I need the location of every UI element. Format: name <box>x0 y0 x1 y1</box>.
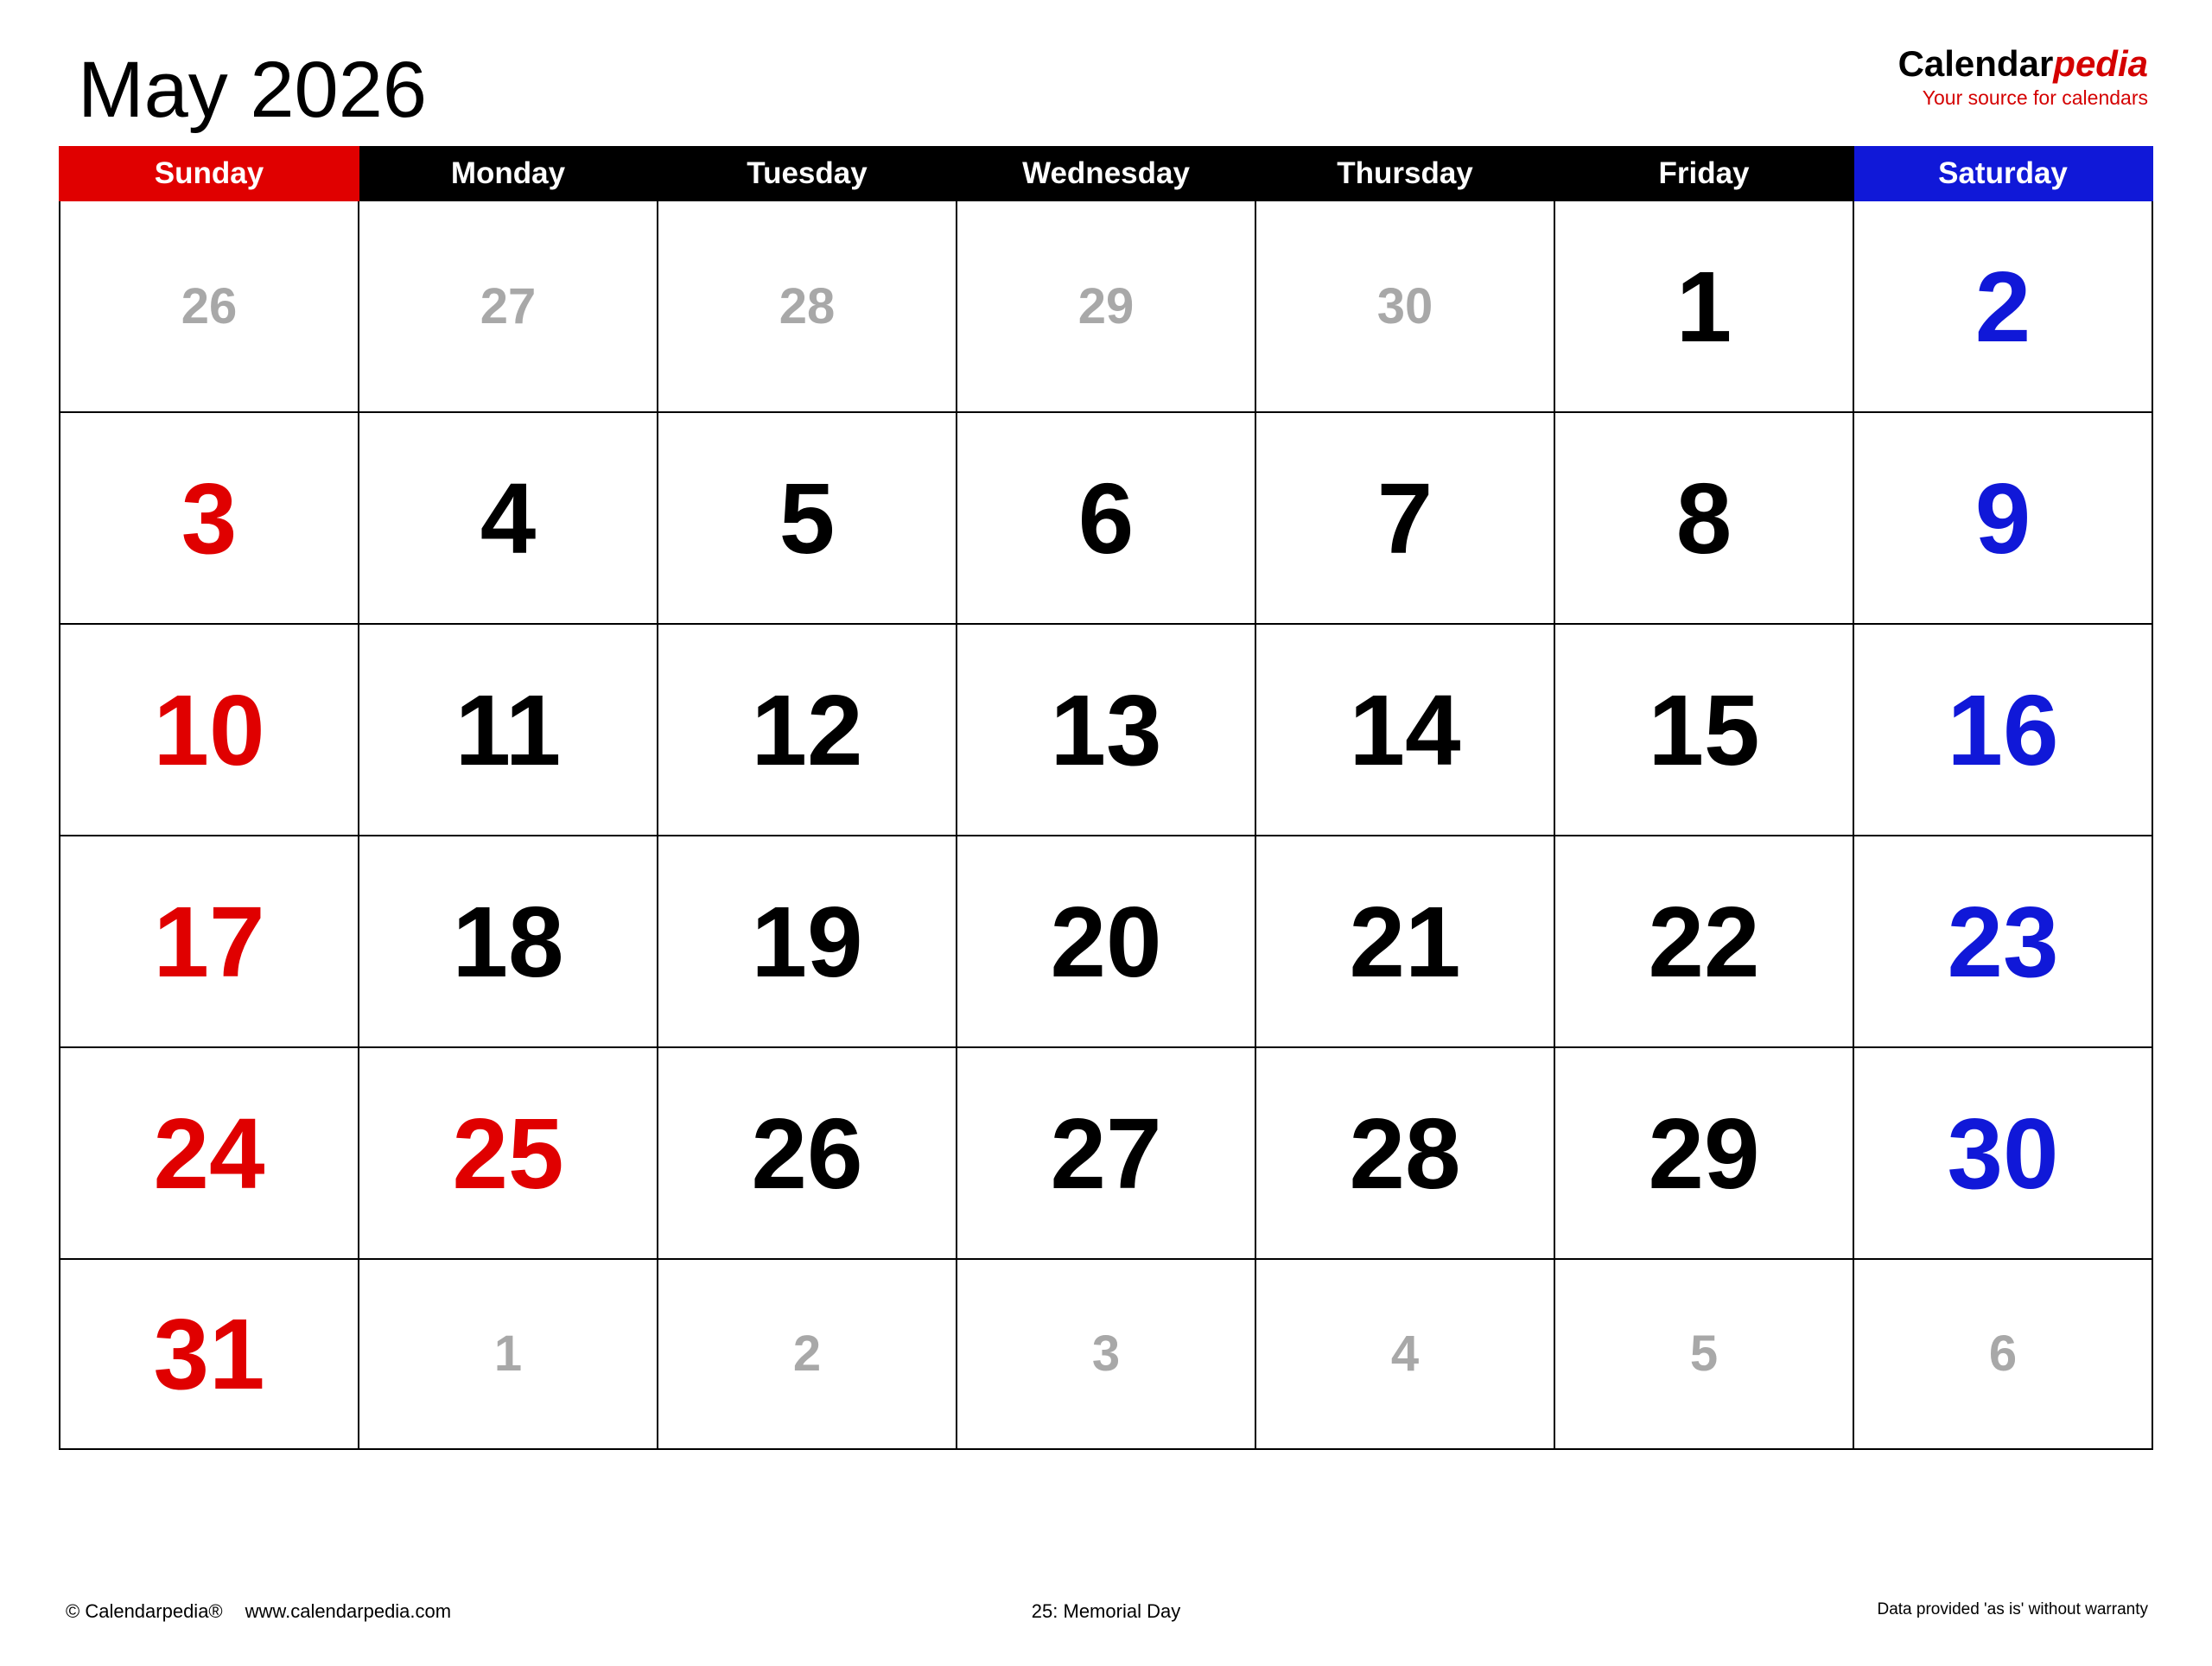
weekday-header-row <box>60 147 2152 200</box>
day-number: 18 <box>452 885 564 998</box>
day-number: 22 <box>1648 885 1760 998</box>
day-number: 20 <box>1050 885 1162 998</box>
page-header <box>59 29 2153 146</box>
weekday-header-thursday: Thursday <box>1255 147 1554 200</box>
brand-name-part1: Calendar <box>1897 43 2054 84</box>
weekday-header-saturday: Saturday <box>1853 147 2152 200</box>
calendar-day-cell[interactable] <box>60 1047 359 1259</box>
page-title: May 2026 <box>78 46 428 134</box>
day-number: 10 <box>153 673 265 786</box>
day-number: 15 <box>1648 673 1760 786</box>
day-number: 31 <box>153 1298 265 1410</box>
day-number: 2 <box>1974 250 2031 363</box>
day-number: 28 <box>1349 1097 1461 1210</box>
day-number: 6 <box>1077 461 1135 575</box>
calendar-day-cell[interactable] <box>1554 624 1853 836</box>
calendar-day-cell[interactable] <box>1853 200 2152 412</box>
day-number: 1 <box>1675 250 1732 363</box>
day-number: 6 <box>1988 1326 2018 1382</box>
calendar-day-cell[interactable] <box>658 200 957 412</box>
day-number: 23 <box>1947 885 2059 998</box>
calendar-day-cell[interactable] <box>1255 836 1554 1047</box>
calendar-day-cell[interactable] <box>359 412 658 624</box>
calendar-day-cell[interactable] <box>1255 1047 1554 1259</box>
footer-website-link[interactable]: www.calendarpedia.com <box>245 1600 452 1622</box>
calendar-week-row <box>60 412 2152 624</box>
day-number: 8 <box>1675 461 1732 575</box>
calendar-week-row <box>60 624 2152 836</box>
calendar-day-cell[interactable] <box>359 1047 658 1259</box>
day-number: 29 <box>1077 277 1135 334</box>
weekday-header-wednesday: Wednesday <box>957 147 1255 200</box>
calendar-day-cell[interactable] <box>60 412 359 624</box>
weekday-header-sunday: Sunday <box>60 147 359 200</box>
weekday-header-monday: Monday <box>359 147 658 200</box>
day-number: 11 <box>454 673 562 786</box>
calendar-day-cell[interactable] <box>60 836 359 1047</box>
day-number: 30 <box>1947 1097 2059 1210</box>
calendar-day-cell[interactable] <box>957 1047 1255 1259</box>
weekday-header-tuesday: Tuesday <box>658 147 957 200</box>
day-number: 21 <box>1349 885 1461 998</box>
day-number: 4 <box>1390 1326 1420 1382</box>
day-number: 5 <box>1689 1326 1719 1382</box>
calendar-day-cell[interactable] <box>957 836 1255 1047</box>
calendar-day-cell[interactable] <box>1255 624 1554 836</box>
day-number: 27 <box>1050 1097 1162 1210</box>
calendar-grid <box>59 146 2153 1450</box>
calendar-day-cell[interactable] <box>359 200 658 412</box>
calendar-day-cell[interactable] <box>957 200 1255 412</box>
brand-tagline: Your source for calendars <box>1922 86 2148 110</box>
calendar-day-cell[interactable] <box>658 836 957 1047</box>
calendar-day-cell[interactable] <box>1853 624 2152 836</box>
day-number: 16 <box>1947 673 2059 786</box>
calendar-week-row <box>60 1047 2152 1259</box>
day-number: 13 <box>1050 673 1162 786</box>
calendar-week-row <box>60 200 2152 412</box>
day-number: 3 <box>181 461 238 575</box>
day-number: 3 <box>1091 1326 1121 1382</box>
day-number: 14 <box>1349 673 1461 786</box>
calendar-day-cell[interactable] <box>658 1047 957 1259</box>
calendar-day-cell[interactable] <box>957 1259 1255 1449</box>
calendar-day-cell[interactable] <box>658 412 957 624</box>
day-number: 29 <box>1648 1097 1760 1210</box>
brand-name-part2: pedia <box>2053 43 2148 84</box>
calendar-day-cell[interactable] <box>1554 1259 1853 1449</box>
day-number: 25 <box>452 1097 564 1210</box>
footer-holiday-note: 25: Memorial Day <box>1031 1600 1181 1622</box>
calendar-day-cell[interactable] <box>1554 1047 1853 1259</box>
day-number: 1 <box>493 1326 523 1382</box>
day-number: 12 <box>751 673 863 786</box>
day-number: 27 <box>480 277 537 334</box>
calendar-day-cell[interactable] <box>1554 412 1853 624</box>
brand-name <box>1898 45 2148 83</box>
calendar-day-cell[interactable] <box>1255 412 1554 624</box>
calendar-day-cell[interactable] <box>1554 836 1853 1047</box>
calendar-day-cell[interactable] <box>359 1259 658 1449</box>
calendar-day-cell[interactable] <box>359 624 658 836</box>
footer-copyright: © Calendarpedia® <box>66 1600 223 1622</box>
calendar-day-cell[interactable] <box>658 624 957 836</box>
calendar-day-cell[interactable] <box>359 836 658 1047</box>
day-number: 28 <box>779 277 836 334</box>
calendar-day-cell[interactable] <box>60 624 359 836</box>
weekday-header-friday: Friday <box>1554 147 1853 200</box>
day-number: 19 <box>751 885 863 998</box>
calendar-day-cell[interactable] <box>1853 836 2152 1047</box>
brand-logo <box>1898 45 2148 111</box>
day-number: 7 <box>1376 461 1433 575</box>
day-number: 17 <box>153 885 265 998</box>
calendar-day-cell[interactable] <box>957 624 1255 836</box>
calendar-day-cell[interactable] <box>1554 200 1853 412</box>
calendar-day-cell[interactable] <box>60 200 359 412</box>
page-footer <box>59 1600 2153 1640</box>
calendar-day-cell[interactable] <box>1853 1259 2152 1449</box>
calendar-week-row <box>60 1259 2152 1449</box>
calendar-day-cell[interactable] <box>658 1259 957 1449</box>
day-number: 24 <box>153 1097 265 1210</box>
day-number: 4 <box>480 461 537 575</box>
footer-disclaimer: Data provided 'as is' without warranty <box>1877 1600 2148 1618</box>
calendar-day-cell[interactable] <box>957 412 1255 624</box>
day-number: 26 <box>751 1097 863 1210</box>
calendar-day-cell[interactable] <box>1853 1047 2152 1259</box>
calendar-day-cell[interactable] <box>1255 200 1554 412</box>
day-number: 5 <box>779 461 836 575</box>
day-number: 30 <box>1376 277 1433 334</box>
day-number: 9 <box>1974 461 2031 575</box>
calendar-day-cell[interactable] <box>1853 412 2152 624</box>
day-number: 2 <box>792 1326 822 1382</box>
calendar-day-cell[interactable] <box>1255 1259 1554 1449</box>
calendar-day-cell[interactable] <box>60 1259 359 1449</box>
day-number: 26 <box>181 277 238 334</box>
calendar-week-row <box>60 836 2152 1047</box>
